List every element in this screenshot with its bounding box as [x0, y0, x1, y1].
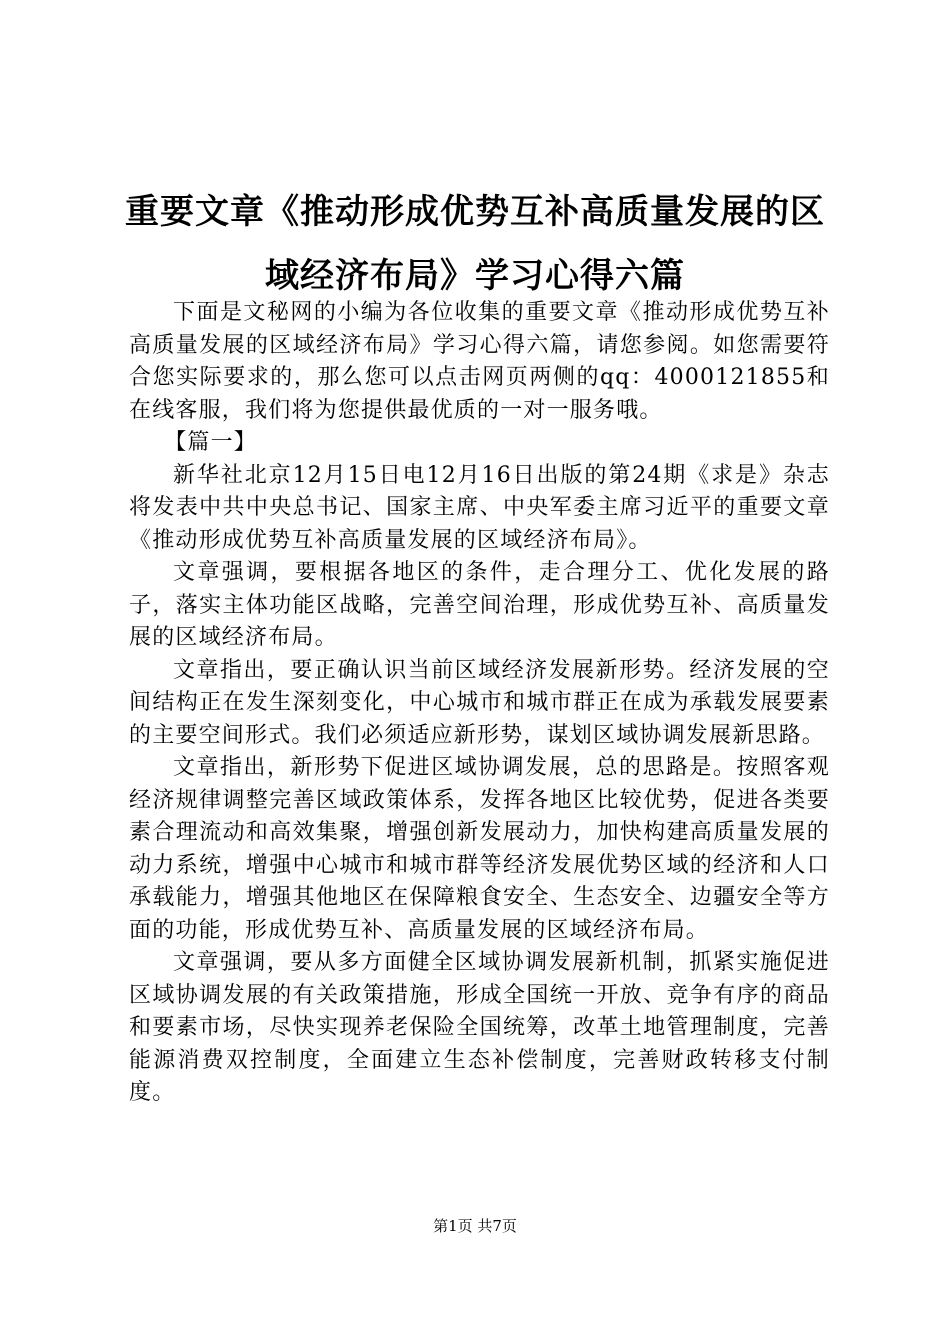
body-paragraph: 文章强调，要从多方面健全区域协调发展新机制，抓紧实施促进区域协调发展的有关政策措施，形成全国统一开放、竞争有序的商品和要素市场，尽快实现养老保险全国统筹，改革土地管理制度，完善能源消费双控制度，全面建立生态补偿制度，完善财政转移支付制度。: [129, 950, 830, 1105]
document-body: [129, 297, 830, 1110]
body-paragraph: 新华社北京12月15日电12月16日出版的第24期《求是》杂志将发表中共中央总书记、国家主席、中央军委主席习近平的重要文章《推动形成优势互补高质量发展的区域经济布局》。: [129, 462, 830, 553]
page-number: 第1页: [433, 1217, 473, 1235]
body-paragraph: 文章强调，要根据各地区的条件，走合理分工、优化发展的路子，落实主体功能区战略，完善空间治理，形成优势互补、高质量发展的区域经济布局。: [129, 560, 830, 650]
document-title: 重要文章《推动形成优势互补高质量发展的区域经济布局》学习心得六篇: [125, 192, 825, 296]
section-heading: 【篇一】: [164, 430, 257, 455]
body-paragraph: 文章指出，新形势下促进区域协调发展，总的思路是。按照客观经济规律调整完善区域政策体系，发挥各地区比较优势，促进各类要素合理流动和高效集聚，增强创新发展动力，加快构建高质量发展的动力系统，增强中心城市和城市群等经济发展优势区域的经济和人口承载能力，增强其他地区在保障粮食安全、生态安全、边疆安全等方面的功能，形成优势互补、高质量发展的区域经济布局。: [129, 755, 830, 943]
intro-paragraph: 下面是文秘网的小编为各位收集的重要文章《推动形成优势互补高质量发展的区域经济布局》学习心得六篇，请您参阅。如您需要符合您实际要求的，那么您可以点击网页两侧的qq：4000121855和在线客服，我们将为您提供最优质的一对一服务哦。: [129, 300, 830, 423]
page-footer: [0, 1216, 950, 1236]
body-paragraph: 文章指出，要正确认识当前区域经济发展新形势。经济发展的空间结构正在发生深刻变化，中心城市和城市群正在成为承载发展要素的主要空间形式。我们必须适应新形势，谋划区域协调发展新思路。: [129, 657, 830, 748]
page-total: 共7页: [477, 1217, 517, 1235]
